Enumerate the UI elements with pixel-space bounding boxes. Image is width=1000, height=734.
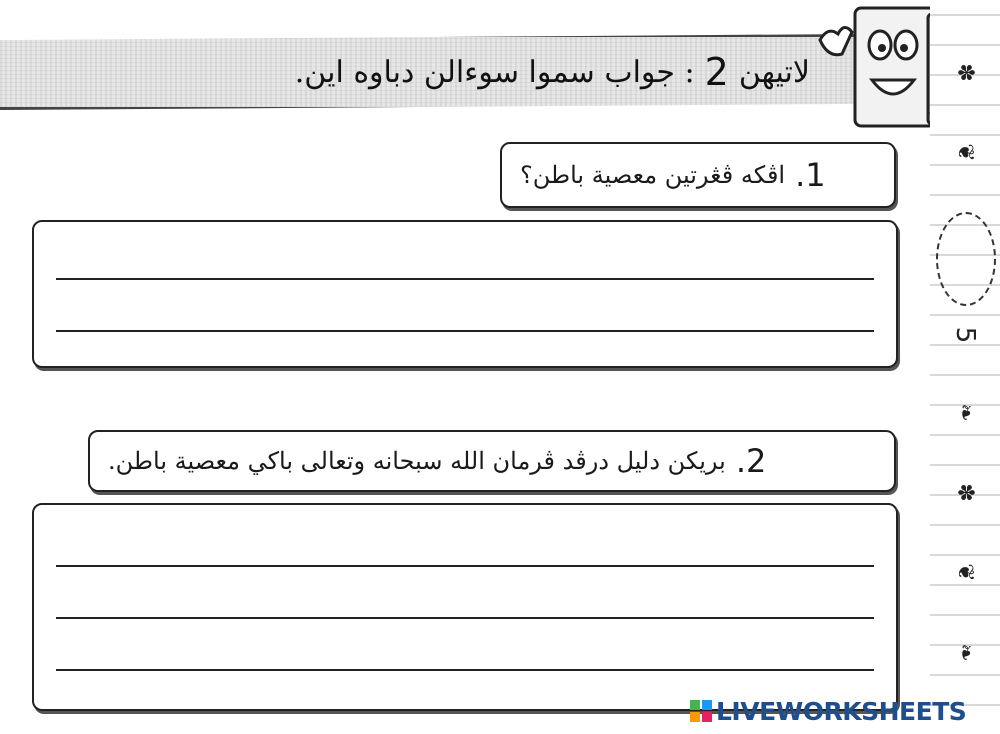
calligraphy-ornament-icon: ✽ bbox=[952, 483, 978, 502]
question-number: 2. bbox=[735, 442, 767, 480]
exercise-title bbox=[295, 44, 810, 100]
decorative-calligraphy-strip bbox=[930, 0, 1000, 734]
calligraphy-ornament-icon: ❦ bbox=[952, 563, 978, 582]
liveworksheets-watermark bbox=[690, 696, 966, 726]
calligraphy-ornament-icon: ❦ bbox=[952, 143, 978, 162]
answer-line bbox=[56, 565, 874, 567]
calligraphy-ornament-icon: ✽ bbox=[952, 63, 978, 82]
title-prefix: لاتيهن bbox=[738, 54, 810, 90]
liveworksheets-logo-icon bbox=[690, 700, 712, 722]
question-text: بريكن دليل درڤد ڤرمان الله سبحانه وتعالى باکي معصية باطن. bbox=[108, 447, 726, 475]
question-number: 1. bbox=[795, 156, 826, 194]
watermark-text: LIVEWORKSHEETS bbox=[716, 696, 967, 726]
answer-2-field[interactable] bbox=[32, 503, 898, 711]
exercise-number: 2 bbox=[704, 50, 729, 94]
title-instruction: : جواب سموا سوءالن دباوه اين. bbox=[294, 54, 695, 90]
chapter-number: 5 bbox=[950, 326, 980, 344]
answer-line bbox=[56, 669, 874, 671]
question-2-box bbox=[88, 430, 896, 492]
seal-ornament-icon bbox=[936, 212, 996, 306]
answer-line bbox=[56, 330, 874, 332]
question-1-box bbox=[500, 142, 896, 208]
answer-line bbox=[56, 278, 874, 280]
question-text: اڤكه ڤڠرتين معصية باطن؟ bbox=[520, 161, 786, 189]
calligraphy-ornament-icon: ❧ bbox=[952, 403, 978, 422]
answer-line bbox=[56, 617, 874, 619]
answer-1-field[interactable] bbox=[32, 220, 898, 368]
calligraphy-ornament-icon: ❧ bbox=[952, 643, 978, 662]
